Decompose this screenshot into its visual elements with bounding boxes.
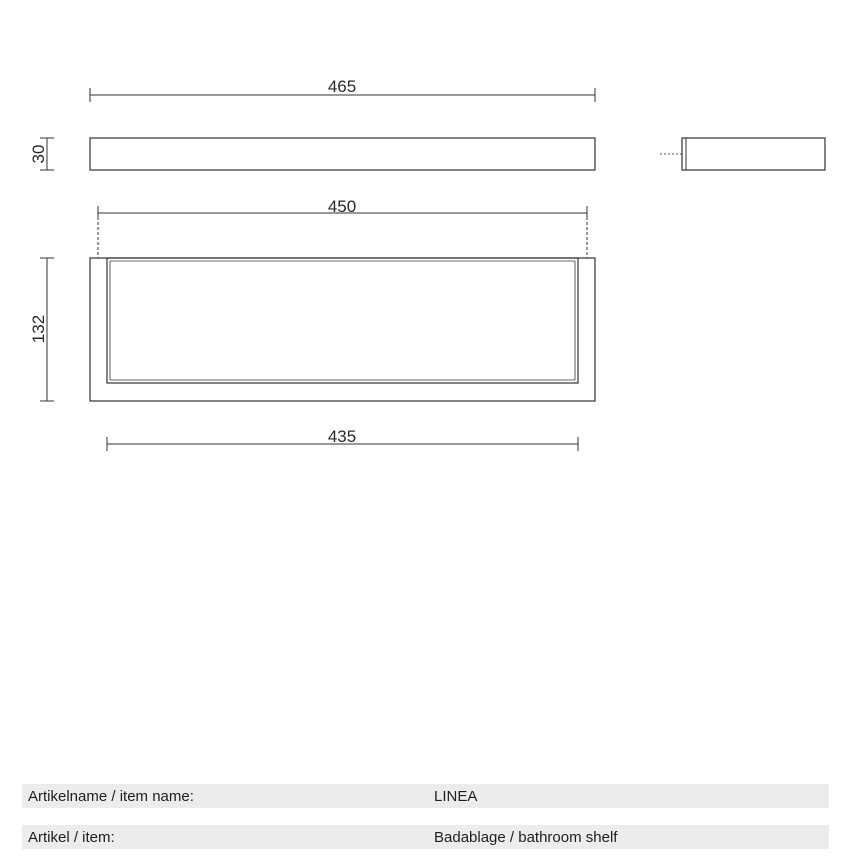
shelf-front-view [90,258,595,401]
info-row-item-name [22,784,829,808]
item-type-value: Badablage / bathroom shelf [434,829,618,846]
dimension-label-overall-length: 465 [327,77,357,96]
item-type-label: Artikel / item: [28,829,115,846]
dimension-label-bottom-length: 435 [327,427,357,446]
item-name-value: LINEA [434,788,478,805]
item-name-label: Artikelname / item name: [28,788,194,805]
shelf-side-view [660,138,825,170]
dimension-label-inner-length: 450 [327,197,357,216]
dimension-label-height: 132 [29,314,48,344]
info-row-item-type [22,825,829,849]
shelf-top-view [90,138,595,170]
dimension-label-thickness: 30 [29,144,48,164]
